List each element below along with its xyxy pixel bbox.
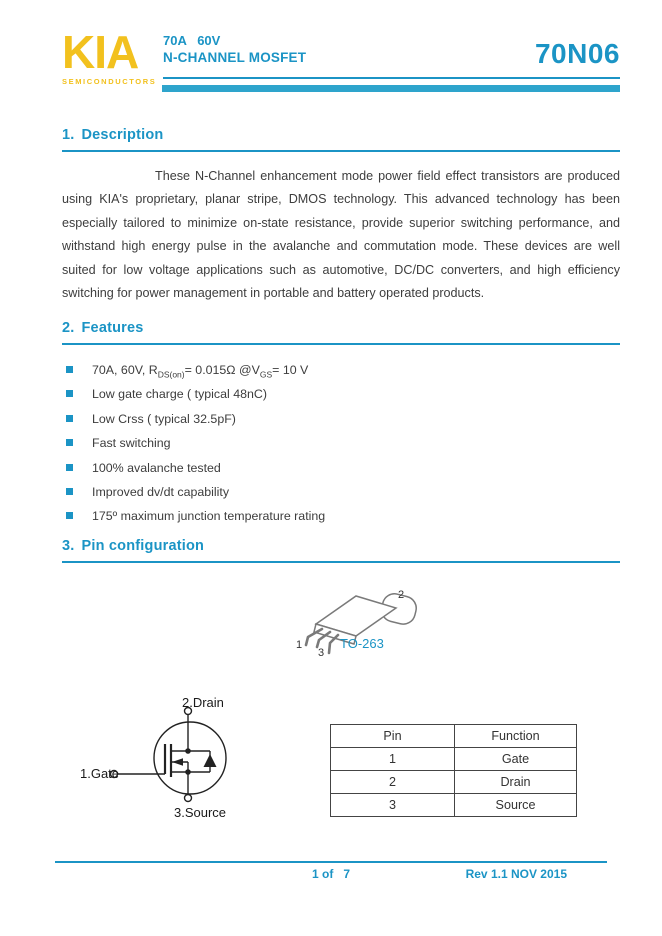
description-paragraph: These N-Channel enhancement mode power field effect transistors are produced using KIA's proprietary, planar stripe, DMOS technology. This advanced technology has been especially tailored to minimize on-state resistance, provide superior switching performance, and withstand high energy pulse in the avalanche and commutation mode. These devices are well suited for low voltage applications such as automotive, DC/DC converters, and high efficiency switching for power management in portable and battery operated products.: [62, 169, 620, 301]
product-type: N-CHANNEL MOSFET: [163, 50, 307, 65]
pin-table-header-cell: Function: [455, 725, 577, 748]
feature-text: Low gate charge ( typical 48nC): [92, 387, 267, 402]
section-number: 2.: [62, 320, 75, 336]
package-pin1-label: 1: [296, 639, 303, 651]
gate-label: 1.Gate: [80, 766, 120, 781]
source-label: 3.Source: [174, 805, 227, 820]
section-number: 1.: [62, 127, 75, 143]
section-title: Description: [81, 127, 164, 143]
pin-table-row: [331, 748, 577, 771]
feature-text: Fast switching: [92, 436, 171, 451]
pin-table-body: [331, 748, 577, 817]
bullet-square-icon: [66, 415, 73, 422]
drain-label: 2.Drain: [182, 695, 224, 710]
feature-item: [62, 384, 620, 401]
brand-logo: [62, 26, 163, 86]
pin-table-cell: Drain: [455, 771, 577, 794]
package-pin3-label: 3: [318, 647, 325, 659]
pin-table-header-row: [331, 725, 577, 748]
feature-item: [62, 409, 620, 426]
brand-logo-text: KIA: [62, 26, 139, 78]
pin-function-table: [330, 724, 577, 817]
feature-text: 100% avalanche tested: [92, 460, 221, 475]
pin-table-header-cell: Pin: [331, 725, 455, 748]
feature-text: Improved dv/dt capability: [92, 484, 230, 499]
feature-item: [62, 458, 620, 475]
section-pin-configuration: [62, 538, 620, 563]
feature-item: [62, 506, 620, 523]
pin-table-cell: 2: [331, 771, 455, 794]
bullet-square-icon: [66, 439, 73, 446]
pin-table-row: [331, 771, 577, 794]
bullet-square-icon: [66, 464, 73, 471]
pin-table-row: [331, 794, 577, 817]
bullet-square-icon: [66, 512, 73, 519]
header-rule-thin: [163, 77, 620, 79]
brand-logo-subtitle: SEMICONDUCTORS: [62, 77, 157, 86]
feature-text: 175º maximum junction temperature rating: [92, 509, 326, 524]
bullet-square-icon: [66, 488, 73, 495]
feature-item: [62, 360, 620, 380]
section-number: 3.: [62, 538, 75, 554]
section-title: Pin configuration: [81, 538, 205, 554]
section-features: [62, 320, 620, 531]
product-rating: 70A 60V: [163, 33, 221, 48]
package-pin2-label: 2: [398, 589, 405, 601]
bullet-square-icon: [66, 390, 73, 397]
body-diode-triangle: [204, 754, 217, 767]
pin-table-cell: Source: [455, 794, 577, 817]
bullet-square-icon: [66, 366, 73, 373]
footer: [55, 861, 607, 881]
revision-label: Rev 1.1 NOV 2015: [465, 867, 567, 881]
pin-table-cell: Gate: [455, 748, 577, 771]
header-rule-thick: [162, 85, 620, 92]
section-description: [62, 127, 620, 305]
feature-text: Low Crss ( typical 32.5pF): [92, 411, 236, 426]
body-arrow: [172, 758, 183, 766]
pin-table-head: [331, 725, 577, 748]
mosfet-symbol-diagram: [70, 694, 320, 834]
package-lead-3: [329, 635, 338, 653]
feature-text: 70A, 60V, $R_{DS(on)}= 0.015\Omega$ $@V_{GS}= 10$ V: [92, 363, 309, 380]
package-drawing-to263: [290, 586, 430, 660]
pin-table-cell: 3: [331, 794, 455, 817]
pin-table-cell: 1: [331, 748, 455, 771]
features-list: [62, 360, 620, 523]
package-name-label: TO-263: [340, 636, 384, 651]
feature-item: [62, 433, 620, 450]
part-number: 70N06: [534, 38, 620, 69]
section-heading-description: [62, 127, 620, 152]
feature-item: [62, 482, 620, 499]
section-heading-features: [62, 320, 620, 345]
source-terminal: [185, 795, 192, 802]
section-title: Features: [81, 320, 144, 336]
section-heading-pin-configuration: [62, 538, 620, 563]
product-title-block: [163, 33, 306, 65]
page-indicator: 1 of 7: [311, 867, 350, 881]
